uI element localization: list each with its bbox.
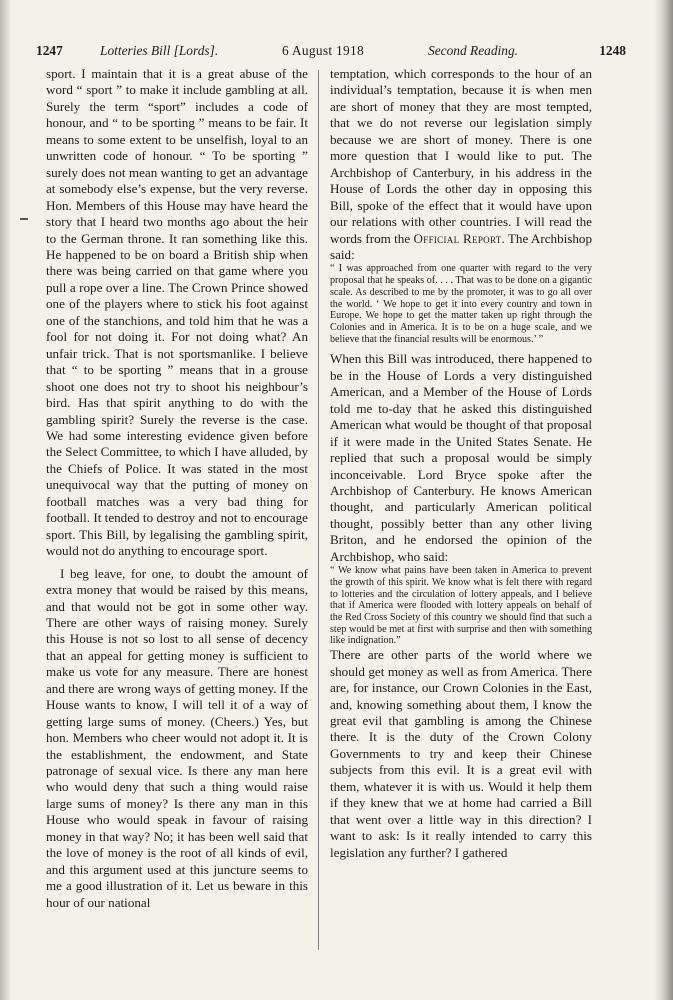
right-column-number: 1248 xyxy=(599,43,626,58)
margin-mark xyxy=(20,218,28,220)
running-title: Lotteries Bill [Lords]. xyxy=(100,43,219,58)
running-header xyxy=(36,40,626,62)
left-column xyxy=(46,66,308,911)
left-column-number: 1247 xyxy=(36,43,63,58)
header-date: 6 August 1918 xyxy=(282,43,365,58)
block-quote: “ I was approached from one quarter with regard to the very proposal that he speaks of. . . . That was to be done on a gigantic scale. As described to me by the promoter, it was to go all over the world. ‘ We hope to get it into every country and town in Europe. We hope to get the matter taken up right through the Colonies and in America. It is to be on a huge scale, and we believe that the financial results will be enormous.’ ” xyxy=(330,263,592,345)
paragraph: sport. I maintain that it is a great abuse of the word “ sport ” to make it include gambling at all. Surely the term “sport” includes a code of honour, and “ to be sporting ” means to be fair. It means to some extent to be unselfish, loyal to an unwritten code of honour. “ To be sporting ” surely does not mean wanting to get an advantage at somebody else’s expense, but the very reverse. Hon. Members of this House may have heard the story that I heard two months ago about the heir to the German throne. It ran something like this. He happened to be on board a British ship when there was being carried on that game where you pull a rope over a line. The Crown Prince showed one of the players where to stick his foot against one of the stanchions, and told him that he was a fool for not doing it. For not doing what? An unfair trick. That is not sportsmanlike. I believe that “ to be sporting ” means that in a grouse shoot one does not try to shoot his neighbour’s bird. Has that spirit anything to do with the gambling spirit? Surely the reverse is the case. We had some interesting evidence given before the Select Committee, to which I have alluded, by the Chiefs of Police. It was stated in the most unequivocal way that the putting of money on football matches was a very bad thing for football. It tended to destroy and not to encourage sport. This Bill, by legalising the gambling spirit, would not do anything to encourage sport. xyxy=(46,66,308,559)
paragraph xyxy=(330,66,592,263)
official-report-reference: Official Report xyxy=(413,230,502,246)
paragraph: There are other parts of the world where we should get money as well as from America. There are, for instance, our Crown Colonies in the East, and, knowing something about them, I know the great evil that gambling is among the Chinese there. It is the duty of the Crown Colony Governments to try and keep their Chinese subjects from this evil. It is a great evil with them, whatever it is with us. Would it help them if they knew that we at home had carried a Bill that went over a little way in this direction? I want to ask: Is it really intended to carry this legislation any further? I gathered xyxy=(330,647,592,860)
paragraph-text: . The Archbishop said: xyxy=(330,230,592,262)
page-edge-shadow xyxy=(0,0,10,1000)
right-column xyxy=(330,66,592,861)
page-gutter-shadow xyxy=(655,0,673,1000)
paragraph: When this Bill was introduced, there happened to be in the House of Lords a very distinguished American, and a Member of the House of Lords told me to-day that he asked this distinguished American what would be thought of that proposal if it were made in the United States Senate. He replied that such a proposal would be simply inconceivable. Lord Bryce spoke after the Archbishop of Canterbury. He knows American thought, and particularly American political thought, possibly better than any other living Briton, and he endorsed the opinion of the Archbishop, who said: xyxy=(330,351,592,564)
paragraph: I beg leave, for one, to doubt the amount of extra money that would be raised by this means, and that would not be got in some other way. There are other ways of raising money. Surely this House is not so lost to all sense of decency that an appeal for getting money is sufficient to make us vote for any measure. There are honest and there are wrong ways of getting money. If the House wants to know, I will tell it of a way of getting large sums of money. (Cheers.) Yes, but hon. Members who cheer would not adopt it. It is the establishment, the endowment, and State patronage of sexual vice. Is there any man here who would deny that such a thing would raise large sums of money? Is there any man in this House who would speak in favour of raising money in that way? No; it has been well said that the love of money is the root of all kinds of evil, and this argument used at this juncture seems to me a good illustration of it. Let us beware in this hour of our national xyxy=(46,565,308,910)
paragraph-text: temptation, which corresponds to the hour of an individual’s temptation, because it is when men are short of money that they are most tempted, that we do not reverse our legislation simply because we are short of money. There is one more question that I would like to put. The Archbishop of Canterbury, in his address in the House of Lords the other day in opposing this Bill, spoke of the effect that it would have upon our relations with other countries. I will read the words from the xyxy=(330,66,592,246)
header-section: Second Reading. xyxy=(428,43,518,58)
block-quote: “ We know what pains have been taken in America to prevent the growth of this spirit. We know what is felt there with regard to lotteries and the circulation of lottery appeals, and I believe that if America were flooded with lottery appeals on behalf of the Red Cross Society of this country we should find that such a step would be met at first with surprise and then with something like indignation.” xyxy=(330,565,592,647)
column-rule xyxy=(318,70,319,950)
